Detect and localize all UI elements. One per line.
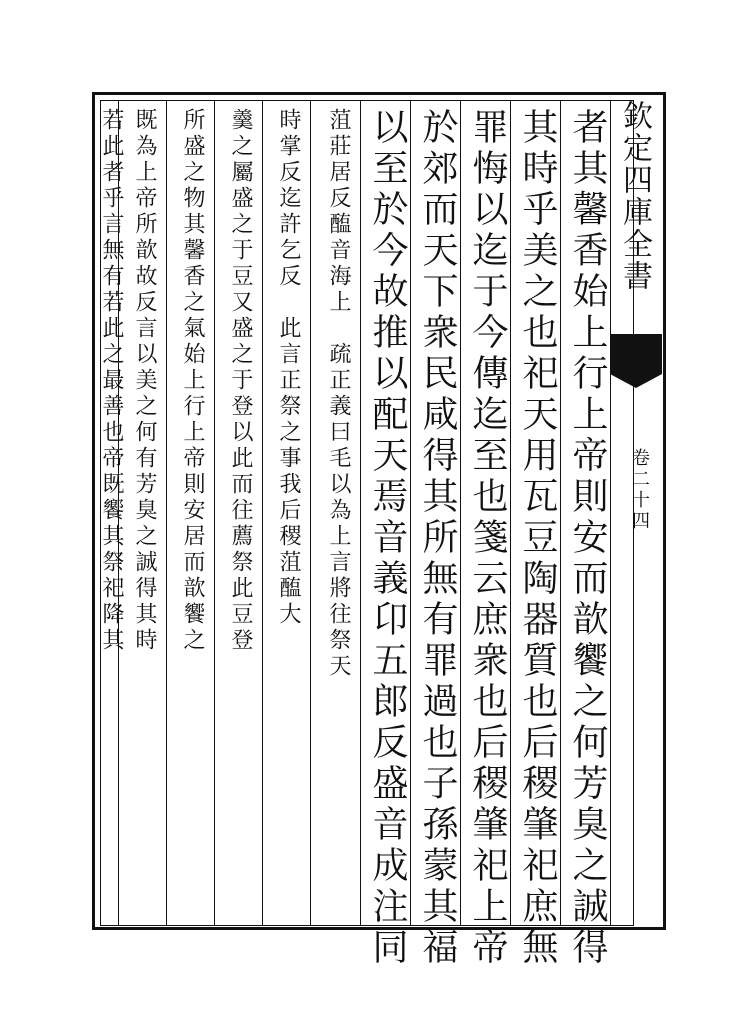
column-rule [310, 100, 311, 926]
text-column: 若此者乎言無有若此之最善也帝既饗其祭祀降其 [99, 108, 124, 654]
text-column: 既為上帝所歆故反言以美之何有芳臭之誠得其時 [132, 108, 157, 654]
column-rule [410, 100, 411, 926]
column-rule [510, 100, 511, 926]
text-column: 其時乎美之也祀天用瓦豆陶器質也后稷肇祀庶無 [517, 108, 558, 969]
text-column: 者其馨香始上行上帝則安而歆饗之何芳臭之誠得 [567, 108, 608, 969]
column-rule [262, 100, 263, 926]
column-rule [214, 100, 215, 926]
text-column: 以至於今故推以配天焉音義卬五郎反盛音成注同 [367, 108, 408, 969]
text-column: 菹莊居反醢音海上 疏正義曰毛以為上言將往祭天 [326, 108, 351, 680]
book-title: 欽定四庫全書 [617, 100, 652, 292]
text-column: 於郊而天下衆民咸得其所無有罪過也子孫蒙其福 [417, 108, 458, 969]
text-column: 羹之屬盛之于豆又盛之于登以此而往薦祭此豆登 [228, 108, 253, 654]
text-column: 所盛之物其馨香之氣始上行上帝則安居而歆饗之 [180, 108, 205, 654]
column-rule [360, 100, 361, 926]
column-rule [166, 100, 167, 926]
text-column: 時掌反迄許乞反 此言正祭之事我后稷菹醢大 [276, 108, 301, 628]
text-column: 罪悔以迄于今傳迄至也箋云庶衆也后稷肇祀上帝 [467, 108, 508, 969]
column-rule [460, 100, 461, 926]
column-rule [560, 100, 561, 926]
volume-label: 卷二十四 [629, 448, 650, 532]
fishtail-mark [610, 334, 662, 374]
